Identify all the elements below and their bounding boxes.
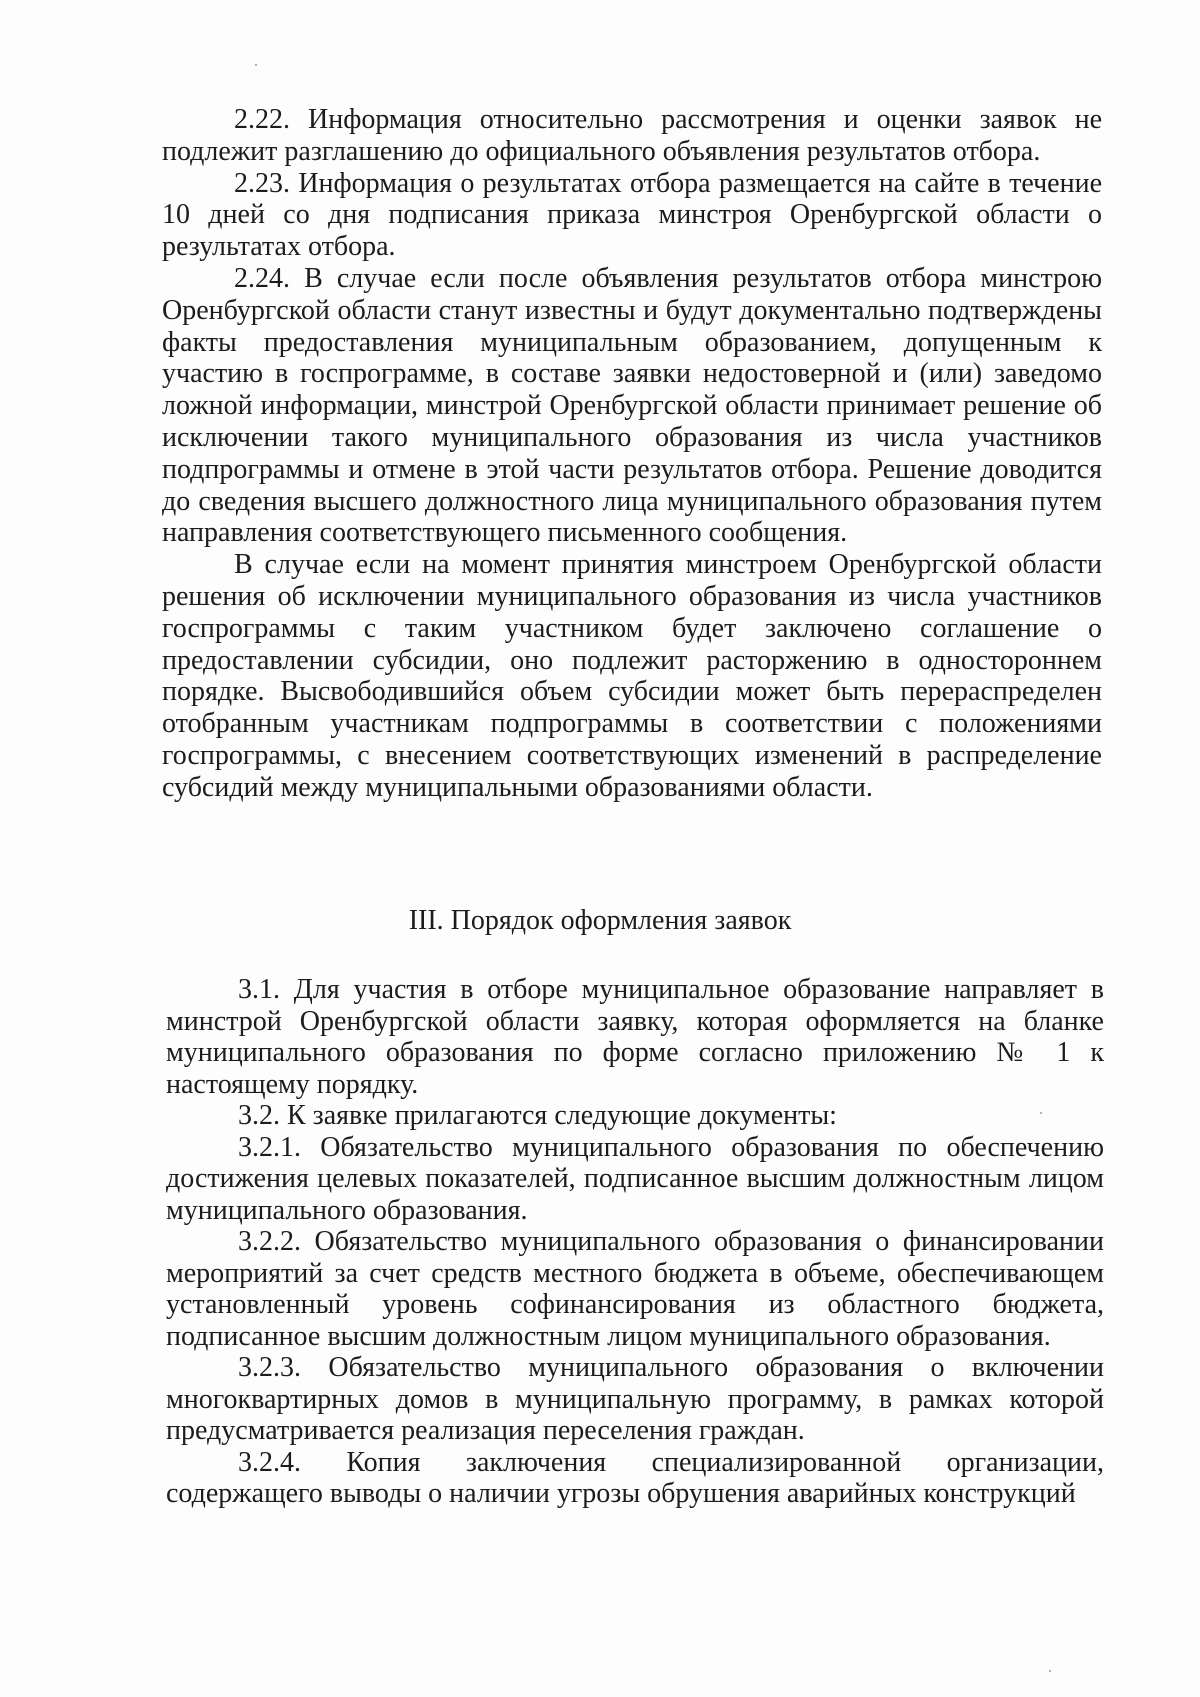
section-2-text bbox=[162, 104, 1102, 804]
paragraph-3-2-4: 3.2.4. Копия заключения специализированной организации, содержащего выводы о наличии угрозы обрушения аварийных конструкций bbox=[166, 1446, 1104, 1509]
scan-speck bbox=[1040, 1112, 1042, 1114]
paragraph-2-23: 2.23. Информация о результатах отбора размещается на сайте в течение 10 дней со дня подписания приказа минстроя Оренбургской области о результатах отбора. bbox=[162, 167, 1102, 263]
paragraph-2-24-continued: В случае если на момент принятия минстроем Оренбургской области решения об исключении муниципального образования из числа участников госпрограммы с таким участником будет заключено соглашение о предоставлении субсидии, оно подлежит расторжению в одностороннем порядке. Высвободившийся объем субсидии может быть перераспределен отобранным участникам подпрограммы в соответствии с положениями госпрограммы, с внесением соответствующих изменений в распределение субсидий между муниципальными образованиями области. bbox=[162, 549, 1102, 803]
paragraph-3-2-2: 3.2.2. Обязательство муниципального образования о финансировании мероприятий за счет средств местного бюджета в объеме, обеспечивающем установленный уровень софинансирования из областного бюджета, подписанное высшим должностным лицом муниципального образования. bbox=[166, 1226, 1104, 1352]
paragraph-3-1: 3.1. Для участия в отборе муниципальное образование направляет в минстрой Оренбургской области заявку, которая оформляется на бланке муниципального образования по форме согласно приложению № 1 к настоящему порядку. bbox=[166, 974, 1104, 1100]
section-3-heading: III. Порядок оформления заявок bbox=[408, 905, 792, 936]
paragraph-3-2-1: 3.2.1. Обязательство муниципального образования по обеспечению достижения целевых показателей, подписанное высшим должностным лицом муниципального образования. bbox=[166, 1131, 1104, 1226]
paragraph-3-2: 3.2. К заявке прилагаются следующие документы: bbox=[238, 1100, 837, 1131]
paragraph-2-22: 2.22. Информация относительно рассмотрения и оценки заявок не подлежит разглашению до официального объявления результатов отбора. bbox=[162, 104, 1102, 167]
scan-speck bbox=[255, 64, 257, 66]
paragraph-2-24: 2.24. В случае если после объявления результатов отбора минстрою Оренбургской области станут известны и будут документально подтверждены факты предоставления муниципальным образованием, допущенным к участию в госпрограмме, в составе заявки недостоверной и (или) заведомо ложной информации, минстрой Оренбургской области принимает решение об исключении такого муниципального образования из числа участников подпрограммы и отмене в этой части результатов отбора. Решение доводится до сведения высшего должностного лица муниципального образования путем направления соответствующего письменного сообщения. bbox=[162, 262, 1102, 549]
scan-speck bbox=[1049, 1670, 1051, 1672]
section-3-text bbox=[166, 974, 1104, 1510]
paragraph-3-2-3: 3.2.3. Обязательство муниципального образования о включении многоквартирных домов в муниципальную программу, в рамках которой предусматривается реализация переселения граждан. bbox=[166, 1352, 1104, 1446]
